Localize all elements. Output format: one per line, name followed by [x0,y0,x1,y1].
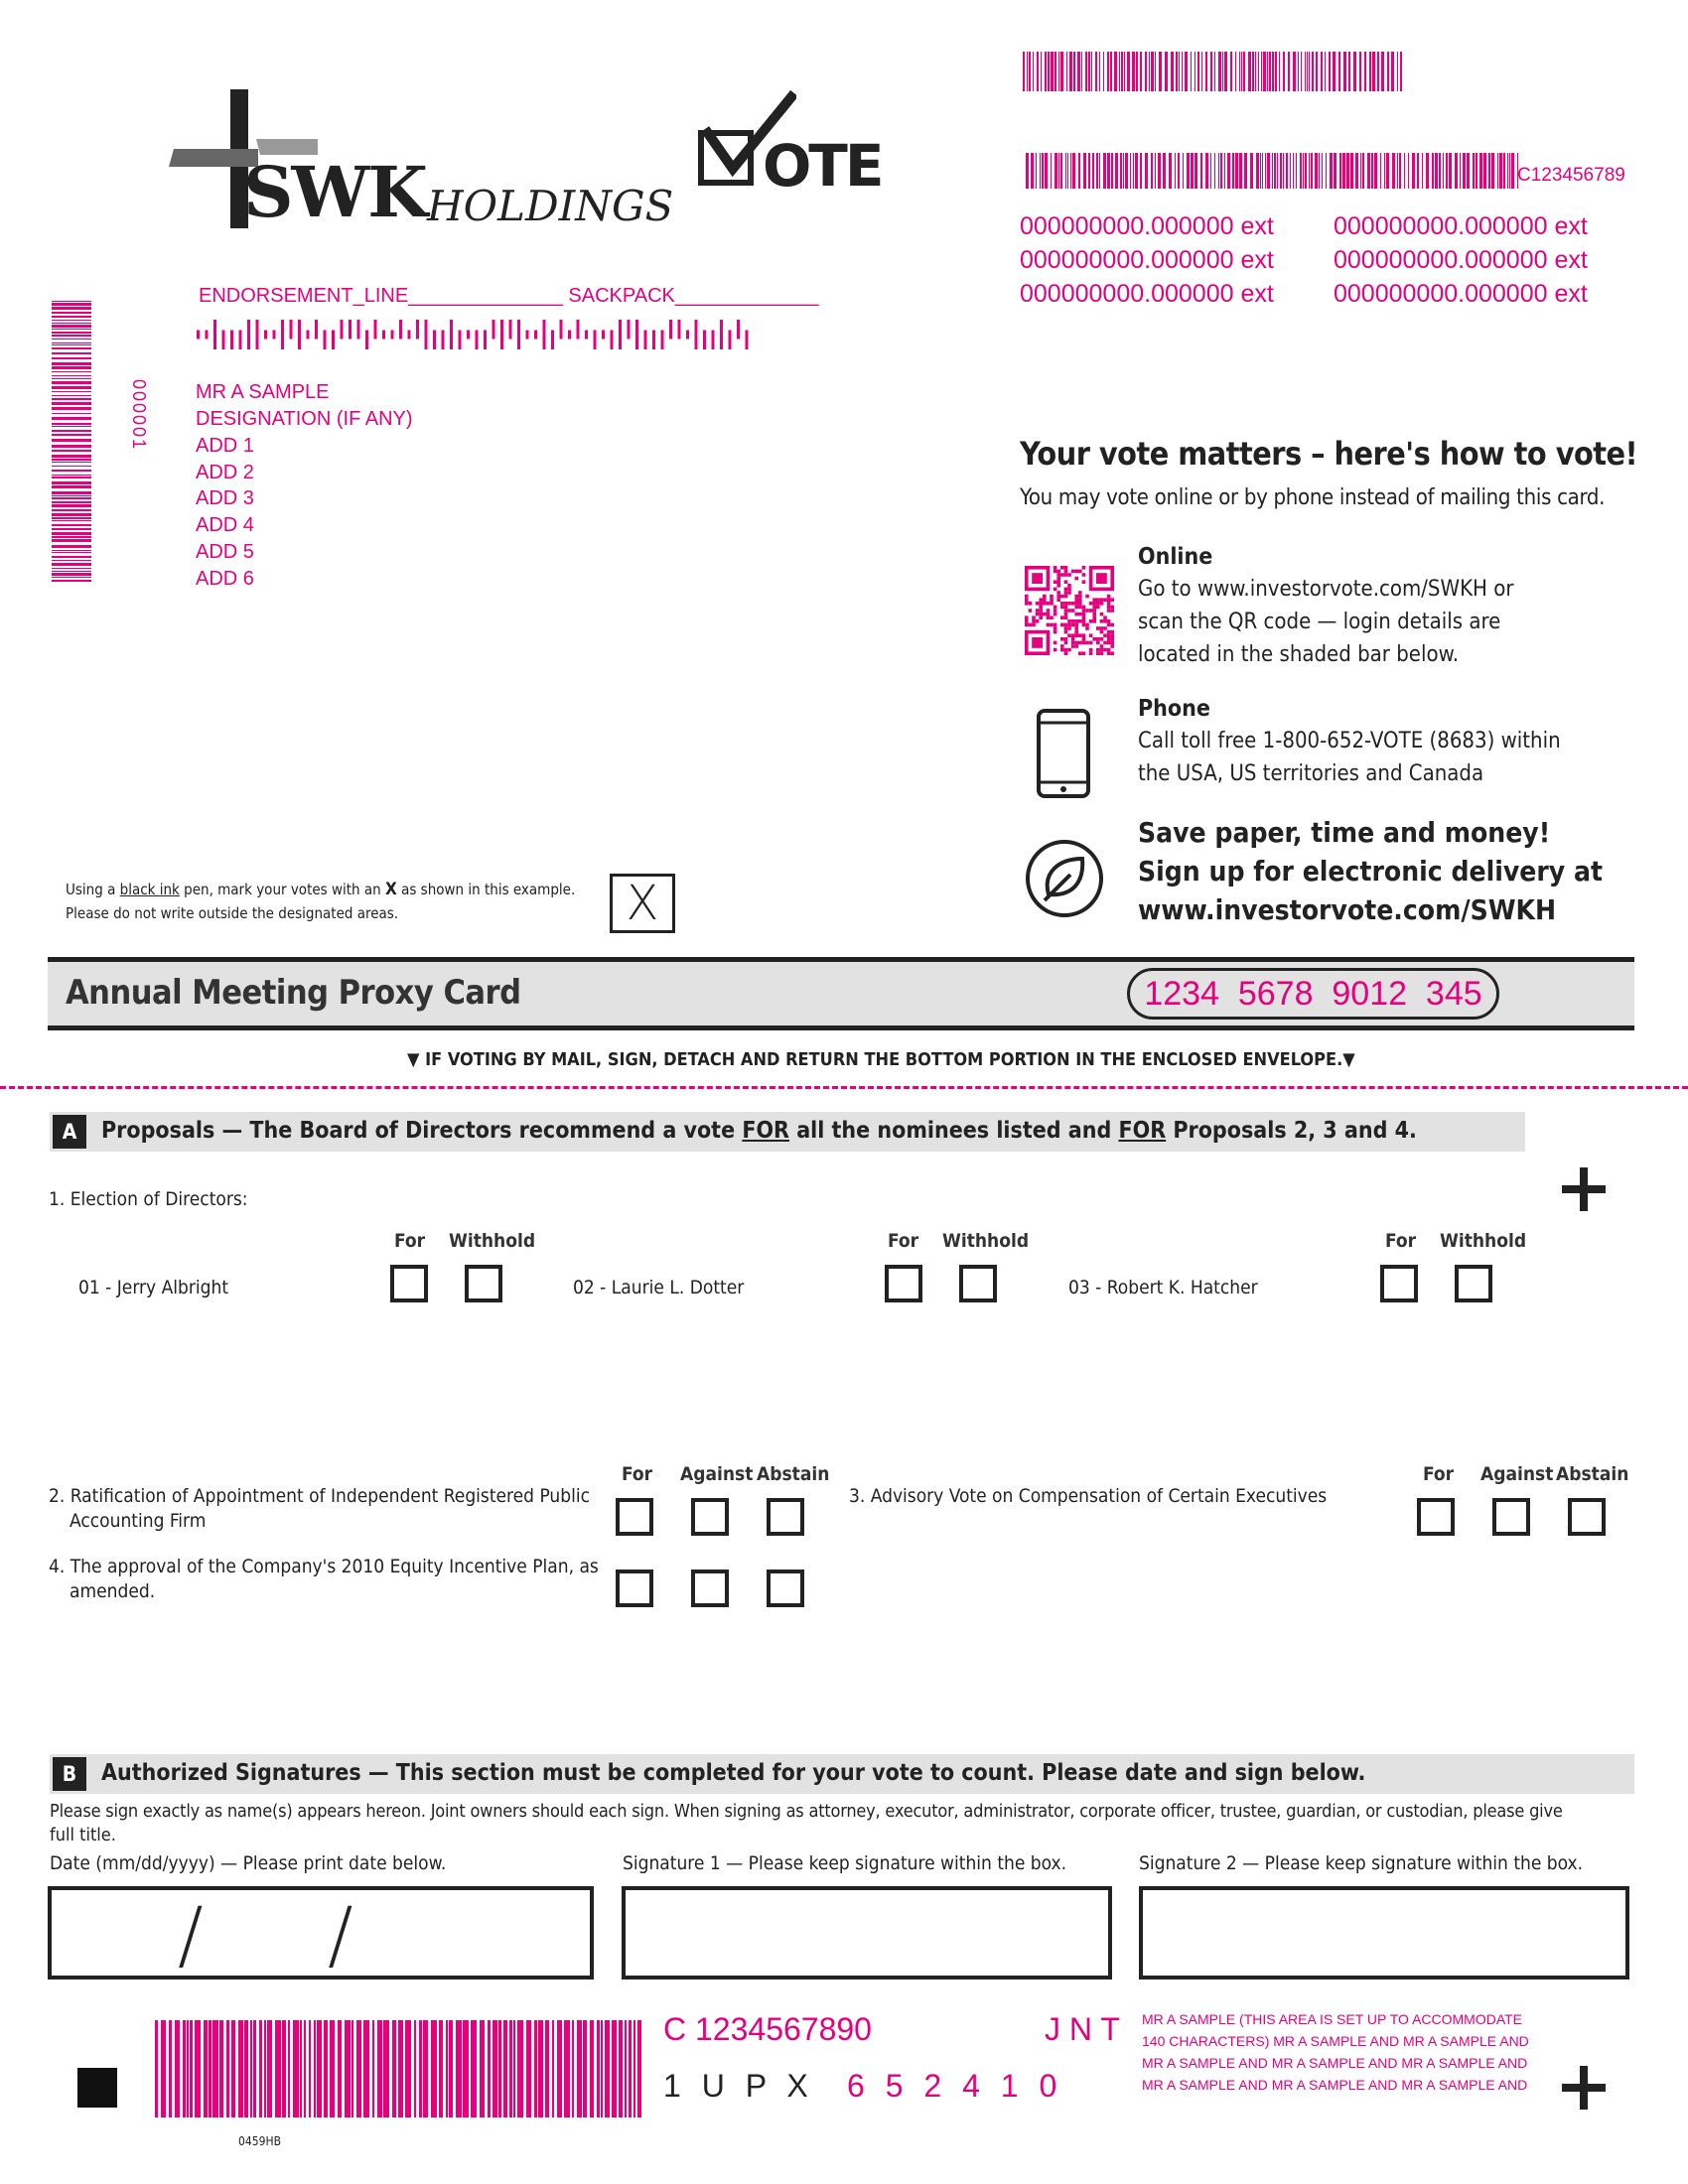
phone-icon [1036,708,1091,799]
section-a-title [101,1118,1417,1144]
nominee-1-withhold-checkbox[interactable] [465,1265,502,1302]
proposal-3-line: 3. Advisory Vote on Compensation of Certain Executives [849,1485,1328,1507]
postal-barcode-second [1026,153,1522,189]
col-abstain: Abstain [1556,1463,1629,1485]
signature-1-label: Signature 1 — Please keep signature within the box. [623,1852,1067,1874]
endorsement-line: ENDORSEMENT_LINE______________ SACKPACK_____________ [199,285,819,307]
example-mark-box: X [610,874,675,933]
col-for: For [1385,1230,1417,1252]
proposal-3-for-checkbox[interactable] [1417,1498,1455,1536]
detach-text: IF VOTING BY MAIL, SIGN, DETACH AND RETURN THE BOTTOM PORTION IN THE ENCLOSED ENVELOPE. [425,1049,1343,1070]
col-for: For [888,1230,919,1252]
section-a-label: A [53,1115,86,1149]
instruction-line-1 [66,880,575,899]
how-to-vote-heading: Your vote matters – here's how to vote! [1020,435,1638,473]
proposal-4-line: amended. [70,1580,156,1602]
section-a-text: Proposals 2, 3 and 4. [1166,1118,1417,1144]
col-against: Against [680,1463,754,1485]
vote-logo-text: OTE [763,132,882,200]
sample-line: 140 CHARACTERS) MR A SAMPLE AND MR A SAMPLE AND [1142,2033,1529,2049]
signature-2-label: Signature 2 — Please keep signature within the box. [1139,1852,1584,1874]
nominee-2-withhold-checkbox[interactable] [959,1265,997,1302]
delivery-link[interactable]: www.investorvote.com/SWKH [1138,893,1557,926]
ext-line: 000000000.000000 ext [1020,280,1274,308]
how-to-vote-subheading: You may vote online or by phone instead of mailing this card. [1020,485,1606,510]
instruction-black-ink: black ink [119,881,180,898]
signature-instructions: full title. [50,1825,116,1845]
ext-line: 000000000.000000 ext [1334,246,1588,274]
address-line: ADD 1 [196,435,254,457]
ext-line: 000000000.000000 ext [1334,212,1588,240]
nominee-name: 03 - Robert K. Hatcher [1068,1277,1258,1298]
online-line: located in the shaded bar below. [1138,642,1460,667]
online-line: scan the QR code — login details are [1138,610,1501,634]
plus-registration-icon [1562,2066,1606,2110]
col-abstain: Abstain [757,1463,830,1485]
proposal-4-against-checkbox[interactable] [691,1570,729,1607]
address-line: ADD 2 [196,462,254,483]
footer-code-number: 6 5 2 4 1 0 [847,2068,1063,2104]
perforation-line [0,1086,1688,1089]
login-code-pill: 1234 5678 9012 345 [1127,968,1499,1020]
section-a-for: FOR [1118,1118,1167,1144]
date-input-box[interactable] [48,1886,594,1979]
phone-line: Call toll free 1-800-652-VOTE (8683) within [1138,729,1561,753]
section-a-for: FOR [742,1118,789,1144]
instruction-text: as shown in this example. [396,881,576,898]
address-line: DESIGNATION (IF ANY) [196,408,413,430]
sample-line: MR A SAMPLE (THIS AREA IS SET UP TO ACCOMMODATE [1142,2011,1523,2027]
instruction-text: Using a [66,881,120,898]
col-for: For [1423,1463,1455,1485]
proposal-3-abstain-checkbox[interactable] [1568,1498,1606,1536]
ext-line: 000000000.000000 ext [1020,246,1274,274]
proposal-2-against-checkbox[interactable] [691,1498,729,1536]
proposal-2-line: 2. Ratification of Appointment of Independent Registered Public [49,1485,591,1507]
online-title: Online [1138,544,1213,570]
online-line: Go to www.investorvote.com/SWKH or [1138,577,1514,602]
signature-2-box[interactable] [1139,1886,1629,1979]
phone-title: Phone [1138,696,1210,722]
col-for: For [394,1230,426,1252]
proxy-card-title: Annual Meeting Proxy Card [66,973,521,1013]
instruction-x: X [385,880,397,899]
election-title: 1. Election of Directors: [49,1188,248,1210]
section-b-title: Authorized Signatures — This section must be completed for your vote to count. Please date and sign below. [101,1760,1366,1786]
instruction-text: pen, mark your votes with an [179,881,385,898]
postal-barcode-top [1023,52,1405,91]
nominee-1-for-checkbox[interactable] [390,1265,428,1302]
address-line: ADD 3 [196,487,254,509]
section-b-label: B [53,1757,86,1791]
nominee-2-for-checkbox[interactable] [885,1265,922,1302]
proposal-2-abstain-checkbox[interactable] [767,1498,804,1536]
nominee-3-withhold-checkbox[interactable] [1455,1265,1492,1302]
signature-instructions: Please sign exactly as name(s) appears hereon. Joint owners should each sign. When signing as attorney, executor, administrator, corporate officer, trustee, guardian, or custodian, please give [50,1801,1563,1822]
proposal-4-line: 4. The approval of the Company's 2010 Equity Incentive Plan, as [49,1556,599,1577]
section-a-text: Proposals — The Board of Directors recommend a vote [101,1118,743,1144]
arrow-down-icon: ▼ [1342,1049,1355,1070]
ext-line: 000000000.000000 ext [1334,280,1588,308]
col-against: Against [1480,1463,1554,1485]
leaf-icon [1023,837,1106,920]
phone-line: the USA, US territories and Canada [1138,761,1484,786]
address-line: ADD 5 [196,541,254,563]
address-line: ADD 4 [196,514,254,536]
col-withhold: Withhold [1440,1230,1527,1252]
date-separator: / [178,1890,204,1979]
nominee-name: 01 - Jerry Albright [78,1277,229,1298]
col-withhold: Withhold [942,1230,1030,1252]
arrow-down-icon: ▼ [407,1049,420,1070]
delivery-line: Save paper, time and money! [1138,816,1551,849]
vertical-sequence-code: 000001 [129,379,149,452]
proxy-bar-bottom-rule [48,1025,1634,1030]
proposal-4-for-checkbox[interactable] [616,1570,653,1607]
logo-company-suffix: HOLDINGS [427,182,674,230]
col-for: For [622,1463,653,1485]
form-code: 0459HB [238,2134,281,2148]
sample-line: MR A SAMPLE AND MR A SAMPLE AND MR A SAMPLE AND [1142,2055,1528,2071]
footer-code-upx: 1 U P X [663,2068,814,2104]
plus-registration-icon [1562,1167,1606,1211]
delivery-line: Sign up for electronic delivery at [1138,855,1604,887]
logo-company-name: SWK [243,151,427,233]
ext-line: 000000000.000000 ext [1020,212,1274,240]
detach-instruction [407,1049,1355,1070]
vertical-barcode [52,301,91,584]
nominee-3-for-checkbox[interactable] [1380,1265,1418,1302]
proposal-2-line: Accounting Firm [70,1510,207,1532]
registration-square [77,2068,117,2108]
footer-code-c: C 1234567890 [663,2011,872,2047]
imb-barcode [197,320,755,349]
nominee-name: 02 - Laurie L. Dotter [573,1277,745,1298]
instruction-line-2: Please do not write outside the designated areas. [66,904,399,922]
date-separator: / [328,1890,353,1979]
footer-barcode [155,2020,641,2117]
sample-line: MR A SAMPLE AND MR A SAMPLE AND MR A SAMPLE AND [1142,2077,1528,2093]
date-label: Date (mm/dd/yyyy) — Please print date below. [50,1852,447,1874]
control-code: C123456789 [1517,165,1625,186]
proposal-2-for-checkbox[interactable] [616,1498,653,1536]
col-withhold: Withhold [449,1230,536,1252]
address-line: MR A SAMPLE [196,381,330,403]
proposal-3-against-checkbox[interactable] [1492,1498,1530,1536]
footer-code-jnt: J N T [1045,2011,1120,2047]
address-line: ADD 6 [196,568,254,590]
qr-code-icon[interactable] [1025,566,1114,655]
section-a-text: all the nominees listed and [789,1118,1119,1144]
proposal-4-abstain-checkbox[interactable] [767,1570,804,1607]
signature-1-box[interactable] [622,1886,1112,1979]
